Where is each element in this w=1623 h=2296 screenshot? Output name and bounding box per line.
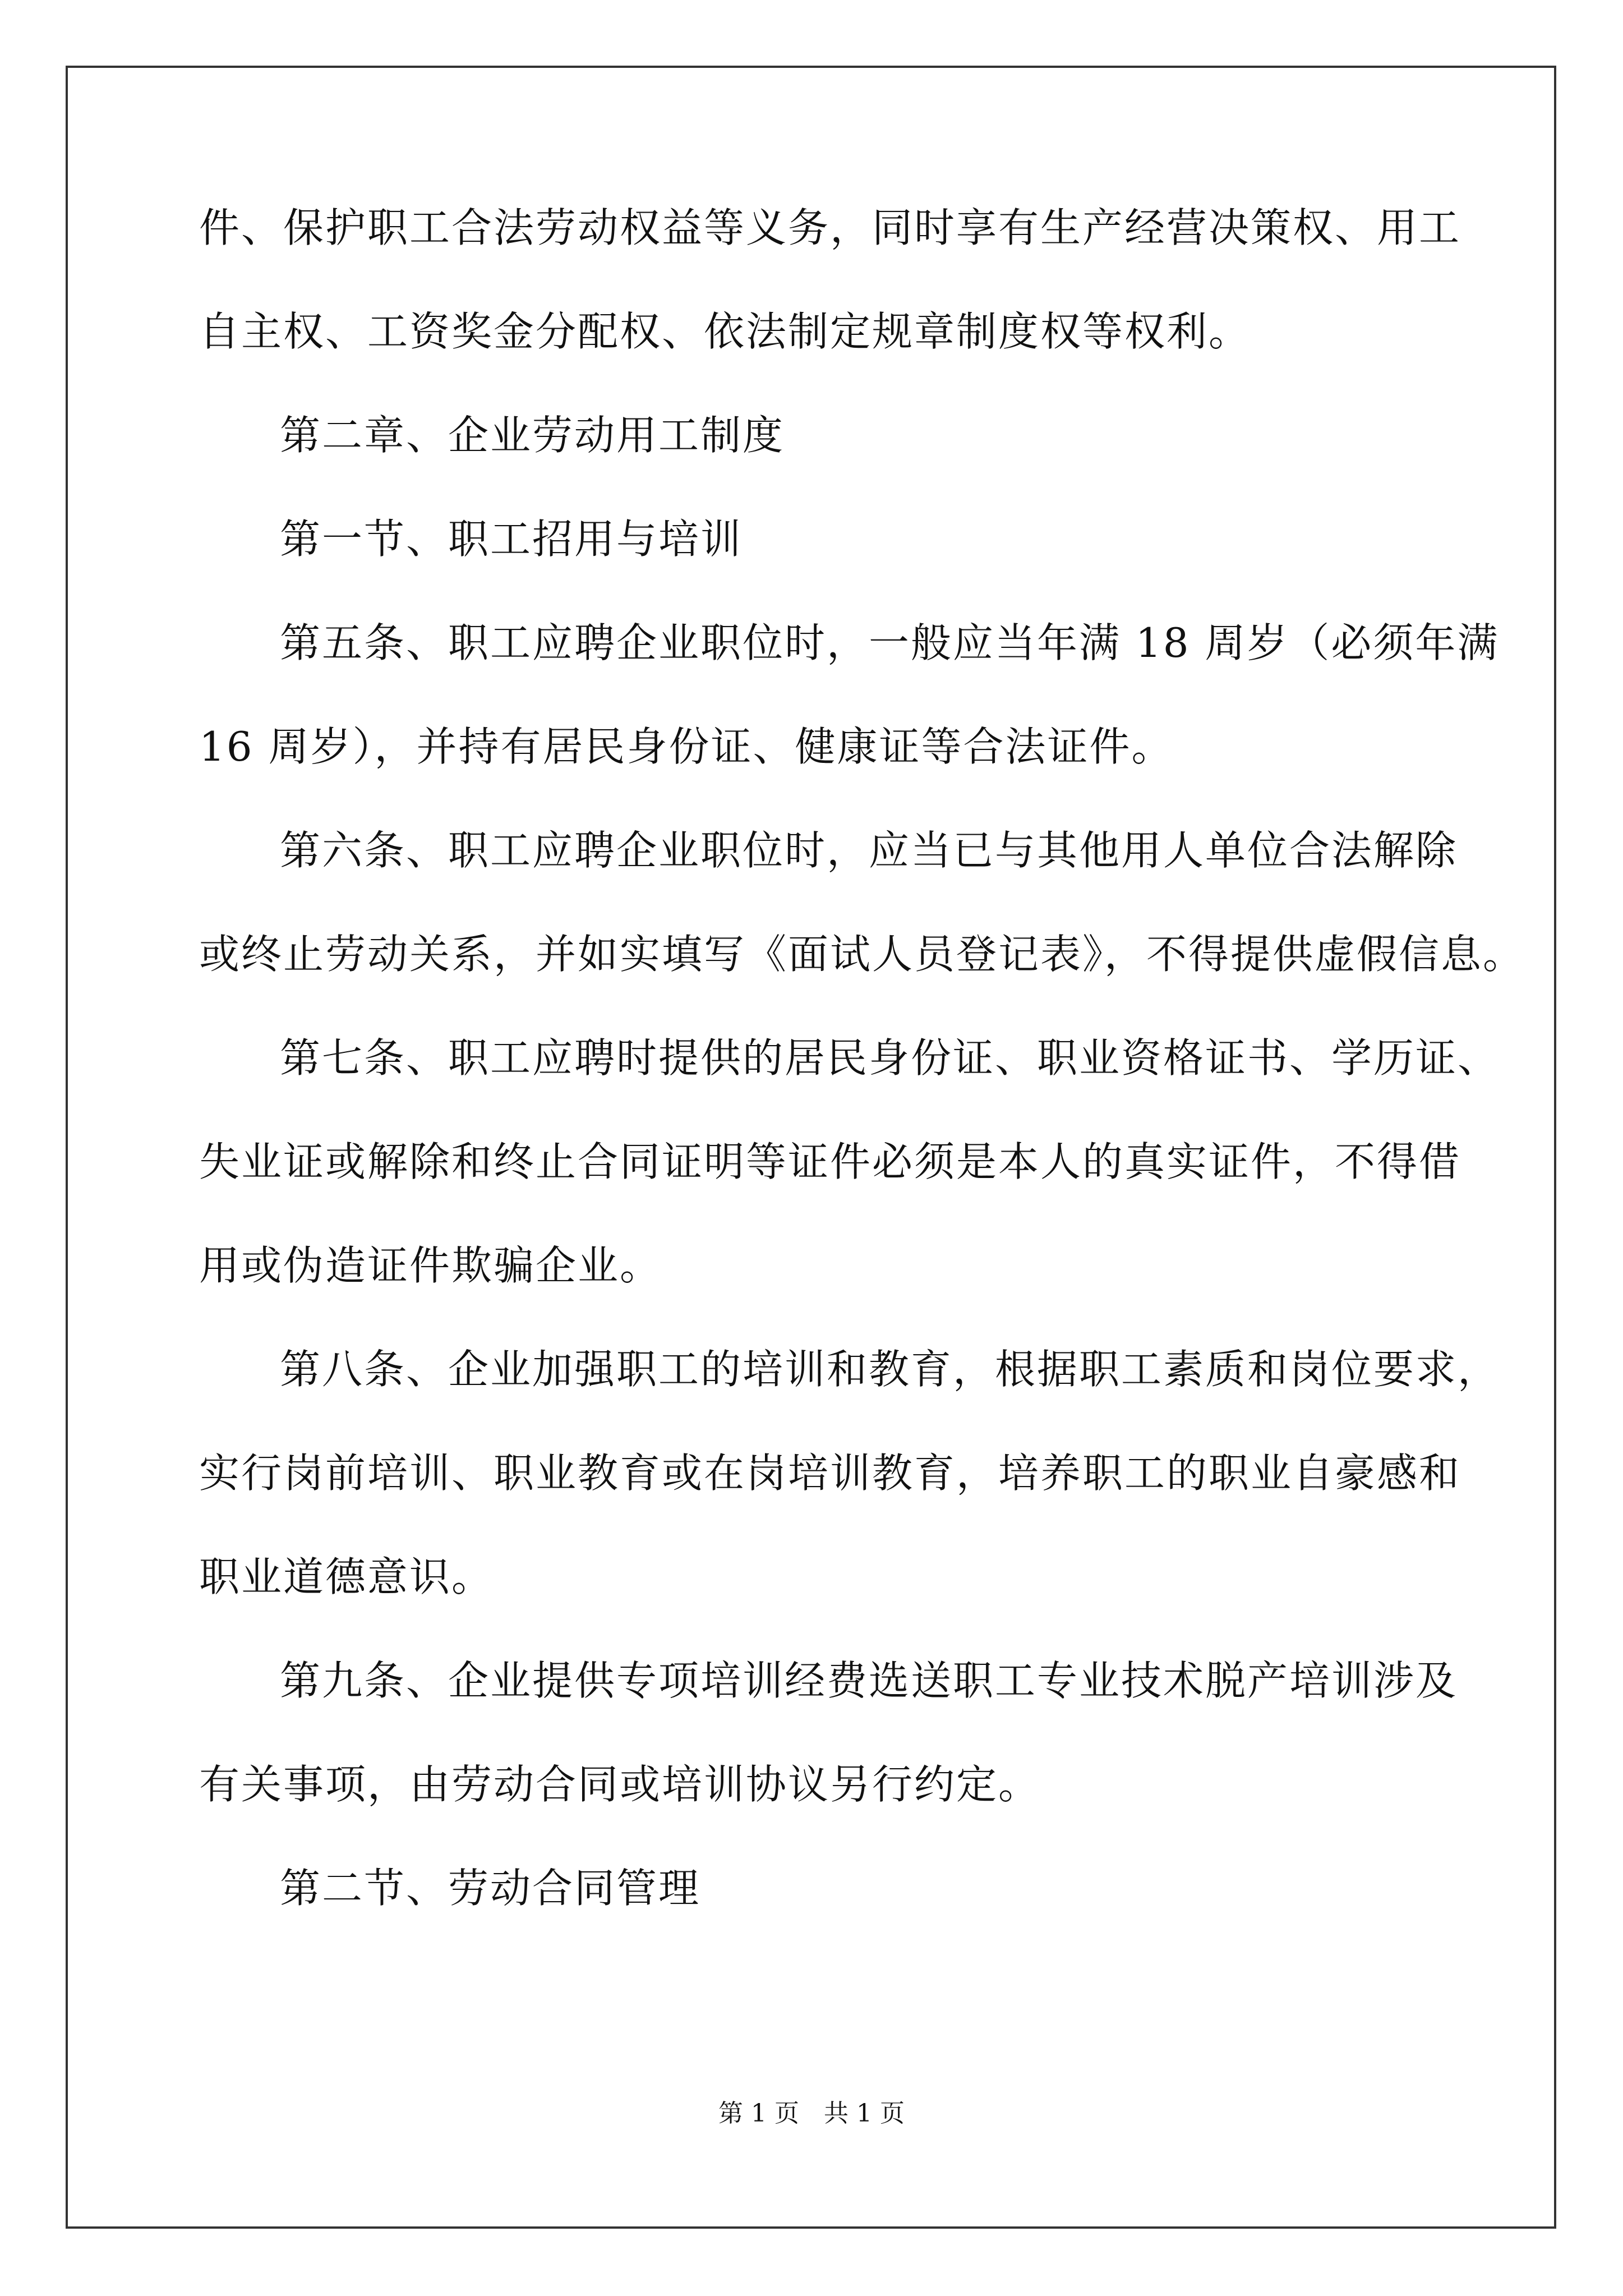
section-heading: 第一节、职工招用与培训 — [280, 516, 743, 563]
page-number-footer: 第 1 页 共 1 页 — [718, 2099, 905, 2128]
text-line: 失业证或解除和终止合同证明等证件必须是本人的真实证件，不得借 — [199, 1138, 1461, 1185]
article-7-line: 第七条、职工应聘时提供的居民身份证、职业资格证书、学历证、 — [280, 1034, 1500, 1082]
text-line: 用或伪造证件欺骗企业。 — [199, 1242, 662, 1289]
article-5-line: 第五条、职工应聘企业职位时，一般应当年满 18 周岁（必须年满 — [280, 619, 1500, 666]
text-line: 件、保护职工合法劳动权益等义务，同时享有生产经营决策权、用工 — [199, 204, 1461, 251]
article-6-line: 第六条、职工应聘企业职位时，应当已与其他用人单位合法解除 — [280, 827, 1458, 874]
document-body — [199, 202, 1525, 1966]
text-line: 有关事项，由劳动合同或培训协议另行约定。 — [199, 1761, 1041, 1808]
text-line: 实行岗前培训、职业教育或在岗培训教育，培养职工的职业自豪感和 — [199, 1450, 1461, 1497]
section-heading: 第二节、劳动合同管理 — [280, 1865, 701, 1912]
text-line: 职业道德意识。 — [199, 1553, 494, 1600]
chapter-heading: 第二章、企业劳动用工制度 — [280, 412, 785, 459]
text-line: 或终止劳动关系，并如实填写《面试人员登记表》，不得提供虚假信息。 — [199, 931, 1525, 978]
article-8-line: 第八条、企业加强职工的培训和教育，根据职工素质和岗位要求， — [280, 1346, 1500, 1393]
article-9-line: 第九条、企业提供专项培训经费选送职工专业技术脱产培训涉及 — [280, 1657, 1458, 1704]
text-line: 16 周岁），并持有居民身份证、健康证等合法证件。 — [199, 723, 1174, 770]
text-line: 自主权、工资奖金分配权、依法制定规章制度权等权利。 — [199, 308, 1251, 355]
